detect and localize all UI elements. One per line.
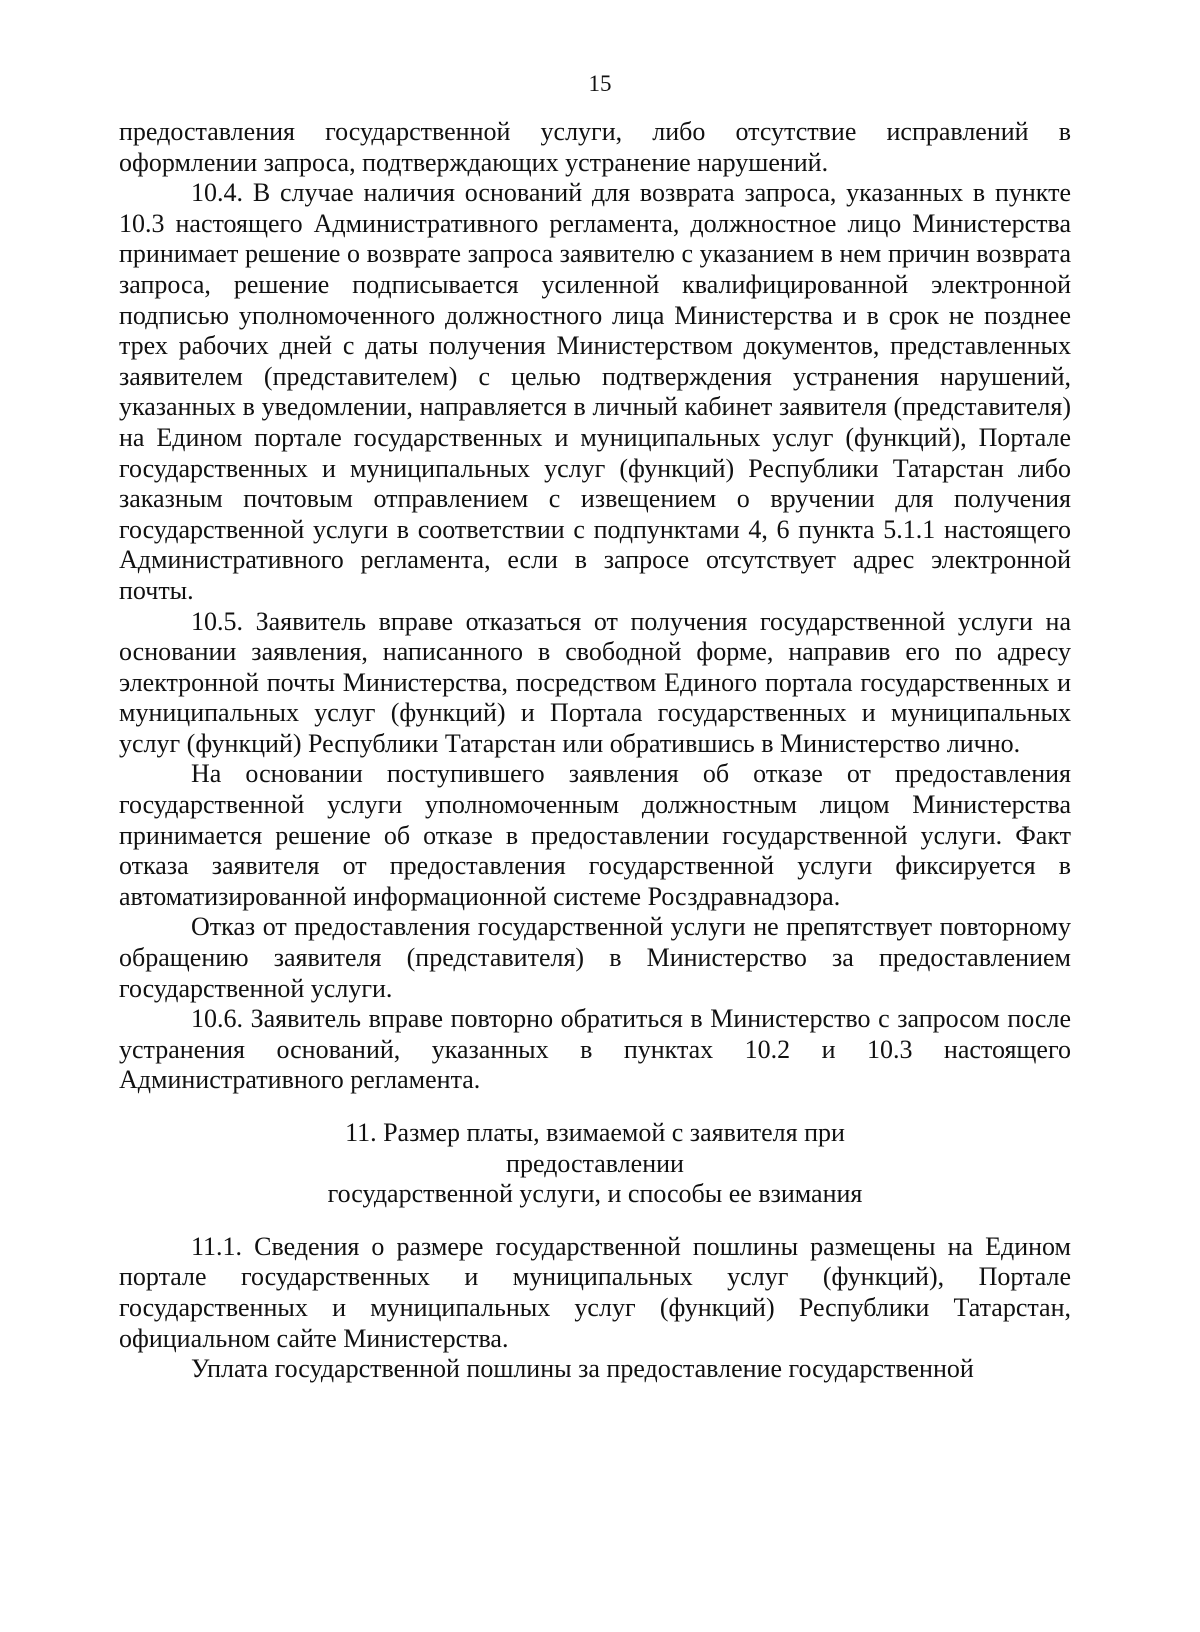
section-heading-line-2: государственной услуги, и способы ее взимания	[327, 1179, 863, 1209]
page-number: 15	[588, 71, 612, 96]
document-body	[119, 117, 1071, 1385]
paragraph-10-6: 10.6. Заявитель вправе повторно обратиться в Министерство с запросом после устранения оснований, указанных в пунктах 10.2 и 10.3 настоящего Административного регламента.	[119, 1004, 1071, 1095]
section-heading-11	[119, 1118, 1071, 1210]
paragraph-11-1: 11.1. Сведения о размере государственной пошлины размещены на Едином портале государственных и муниципальных услуг (функций), Портале государственных и муниципальных услуг (функций) Республики Татарстан, официальном сайте Министерства.	[119, 1231, 1071, 1353]
section-heading-line-1: 11. Размер платы, взимаемой с заявителя при предоставлении	[345, 1118, 845, 1178]
paragraph-refusal-decision: На основании поступившего заявления об отказе от предоставления государственной услуги уполномоченным должностным лицом Министерства принимается решение об отказе в предоставлении государственной услуги. Факт отказа заявителя от предоставления государственной услуги фиксируется в автоматизированной информационной системе Росздравнадзора.	[119, 759, 1071, 911]
paragraph-10-5: 10.5. Заявитель вправе отказаться от получения государственной услуги на основании заявления, написанного в свободной форме, направив его по адресу электронной почты Министерства, посредством Единого портала государственных и муниципальных услуг (функций) и Портала государственных и муниципальных услуг (функций) Республики Татарстан или обратившись в Министерство лично.	[119, 606, 1071, 758]
paragraph-state-fee-payment: Уплата государственной пошлины за предоставление государственной	[191, 1354, 974, 1384]
paragraph-refusal-no-obstacle: Отказ от предоставления государственной услуги не препятствует повторному обращению заявителя (представителя) в Министерство за предоставлением государственной услуги.	[119, 912, 1071, 1003]
paragraph-continuation: предоставления государственной услуги, либо отсутствие исправлений в оформлении запроса, подтверждающих устранение нарушений.	[119, 117, 1071, 177]
paragraph-10-4: 10.4. В случае наличия оснований для возврата запроса, указанных в пункте 10.3 настоящего Административного регламента, должностное лицо Министерства принимает решение о возврате запроса заявителю с указанием в нем причин возврата запроса, решение подписывается усиленной квалифицированной электронной подписью уполномоченного должностного лица Министерства и в срок не позднее трех рабочих дней с даты получения Министерством документов, представленных заявителем (представителем) с целью подтверждения устранения нарушений, указанных в уведомлении, направляется в личный кабинет заявителя (представителя) на Едином портале государственных и муниципальных услуг (функций), Портале государственных и муниципальных услуг (функций) Республики Татарстан либо заказным почтовым отправлением с извещением о вручении для получения государственной услуги в соответствии с подпунктами 4, 6 пункта 5.1.1 настоящего Административного регламента, если в запросе отсутствует адрес электронной почты.	[119, 178, 1071, 605]
